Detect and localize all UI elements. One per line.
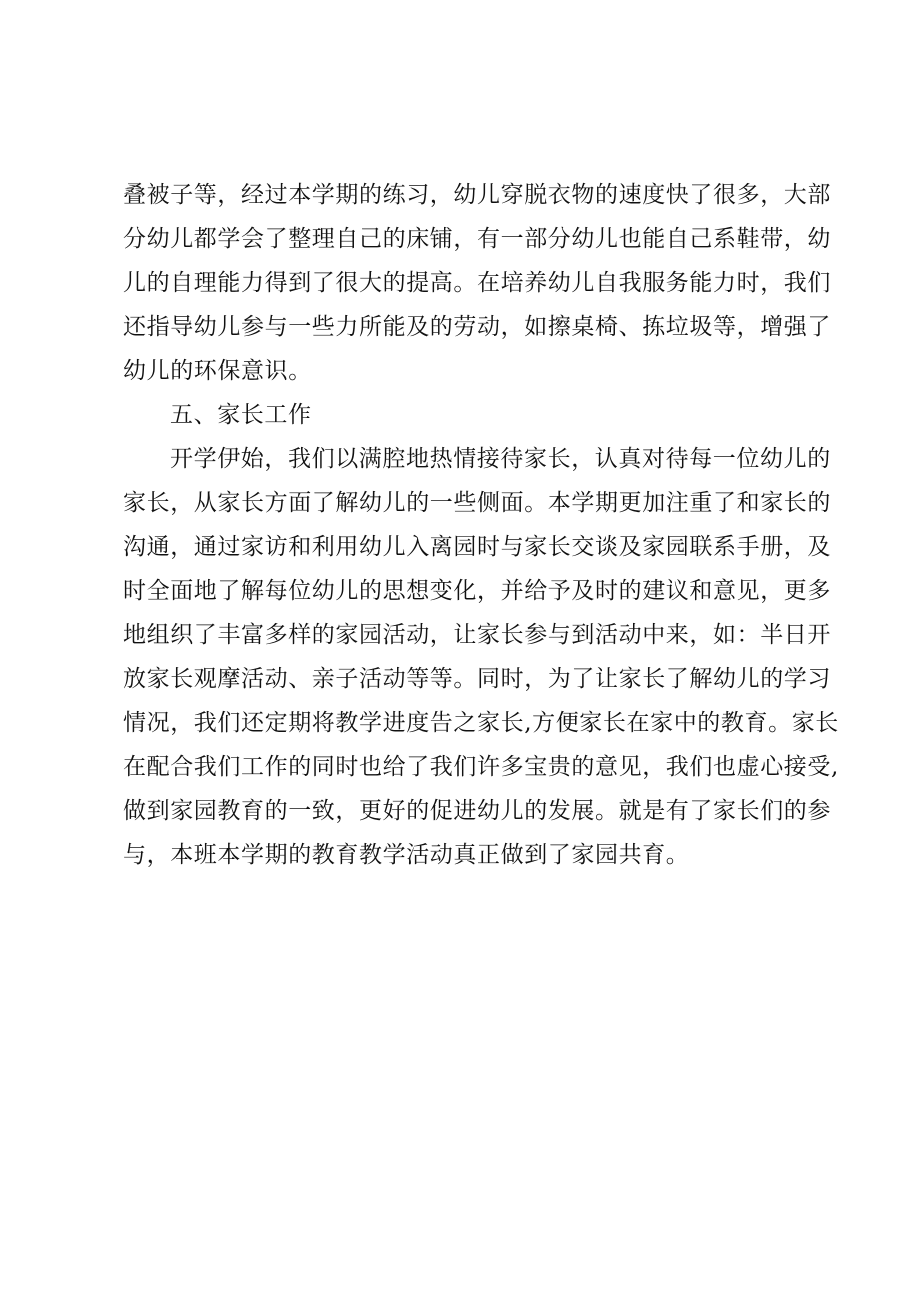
text-line: 与，本班本学期的教育教学活动真正做到了家园共育。	[123, 842, 690, 868]
text-line: 地组织了丰富多样的家园活动，让家长参与到活动中来，如：半日开	[123, 622, 831, 648]
text-line: 家长，从家长方面了解幼儿的一些侧面。本学期更加注重了和家长的	[123, 490, 831, 516]
text-line: 儿的自理能力得到了很大的提高。在培养幼儿自我服务能力时，我们	[123, 270, 831, 296]
text-line: 情况，我们还定期将教学进度告之家长,方便家长在家中的教育。家长	[123, 710, 839, 736]
text-line: 开学伊始，我们以满腔地热情接待家长，认真对待每一位幼儿的	[170, 446, 831, 472]
text-line: 分幼儿都学会了整理自己的床铺，有一部分幼儿也能自己系鞋带，幼	[123, 226, 831, 252]
text-line: 时全面地了解每位幼儿的思想变化，并给予及时的建议和意见，更多	[123, 578, 831, 604]
text-line: 还指导幼儿参与一些力所能及的劳动，如擦桌椅、拣垃圾等，增强了	[123, 314, 831, 340]
text-line: 幼儿的环保意识。	[123, 358, 312, 384]
text-line: 做到家园教育的一致，更好的促进幼儿的发展。就是有了家长们的参	[123, 798, 831, 824]
section-heading: 五、家长工作	[170, 402, 312, 428]
text-line: 叠被子等，经过本学期的练习，幼儿穿脱衣物的速度快了很多，大部	[123, 182, 831, 208]
text-line: 放家长观摩活动、亲子活动等等。同时，为了让家长了解幼儿的学习	[123, 666, 831, 692]
text-line: 沟通，通过家访和利用幼儿入离园时与家长交谈及家园联系手册，及	[123, 534, 831, 560]
text-line: 在配合我们工作的同时也给了我们许多宝贵的意见，我们也虚心接受,	[123, 754, 839, 780]
